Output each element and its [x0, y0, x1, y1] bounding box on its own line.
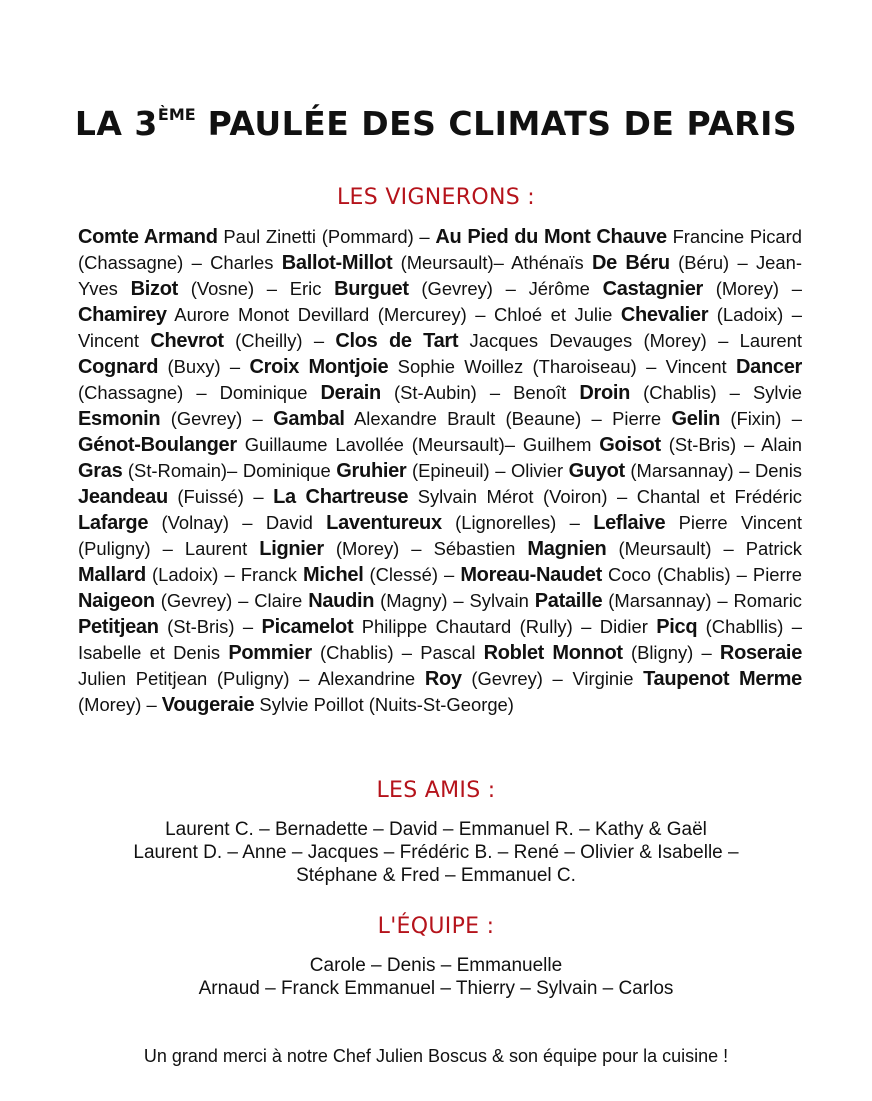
vigneron-detail: (Gevrey) – Claire — [154, 590, 309, 611]
vigneron-name: Pommier — [228, 642, 312, 664]
vigneron-name: Cognard — [78, 356, 159, 378]
vigneron-name: Gelin — [671, 408, 721, 430]
vigneron-detail: (St-Aubin) – Benoît — [380, 382, 580, 403]
vigneron-detail: (Chassagne) – Dominique — [78, 382, 321, 403]
vigneron-detail: Philippe Chautard (Rully) – Didier — [353, 616, 657, 637]
vigneron-detail: (Cheilly) – — [223, 330, 336, 351]
vigneron-detail: Francine Picard (Chassagne) – Charles — [78, 226, 802, 273]
vigneron-name: Roy — [424, 668, 462, 690]
vigneron-detail: (Clessé) – — [363, 564, 461, 585]
vigneron-detail: (Morey) – — [703, 278, 803, 299]
vigneron-name: Castagnier — [602, 278, 703, 300]
vigneron-name: Laventureux — [326, 512, 442, 534]
vigneron-name: Au Pied du Mont Chauve — [435, 226, 667, 248]
vigneron-name: Jeandeau — [78, 486, 168, 508]
vigneron-detail: Alexandre Brault (Beaune) – Pierre — [344, 408, 672, 429]
vigneron-name: Naudin — [308, 590, 375, 612]
vigneron-name: Picq — [656, 616, 698, 638]
amis-line: Laurent D. – Anne – Jacques – Frédéric B. – René – Olivier & Isabelle – — [133, 842, 739, 863]
amis-list — [0, 818, 872, 887]
vigneron-name: Guyot — [568, 460, 625, 482]
vigneron-name: Petitjean — [78, 616, 159, 638]
vigneron-name: Burguet — [334, 278, 409, 300]
vigneron-detail: (Chablis) – Sylvie — [630, 382, 802, 403]
vigneron-name: Michel — [303, 564, 364, 586]
vigneron-detail: (Marsannay) – Denis — [624, 460, 802, 481]
vigneron-name: Roseraie — [719, 642, 803, 664]
vigneron-detail: (Lignorelles) – — [441, 512, 594, 533]
vigneron-detail: (Buxy) – — [158, 356, 250, 377]
vigneron-detail: Pierre Vincent (Puligny) – Laurent — [78, 512, 802, 559]
vigneron-detail: (Meursault) – Patrick — [606, 538, 802, 559]
vigneron-detail: (Morey) – — [78, 694, 162, 715]
vigneron-name: Comte Armand — [78, 226, 218, 248]
vigneron-detail: (Meursault)– Athénaïs — [392, 252, 592, 273]
vigneron-name: Gras — [78, 460, 123, 482]
vigneron-name: Chevrot — [150, 330, 224, 352]
amis-line: Laurent C. – Bernadette – David – Emmanuel R. – Kathy & Gaël — [165, 819, 707, 840]
vigneron-detail: Coco (Chablis) – Pierre — [601, 564, 802, 585]
equipe-line: Carole – Denis – Emmanuelle — [309, 955, 563, 976]
vigneron-name: Leflaive — [593, 512, 666, 534]
equipe-line: Arnaud – Franck Emmanuel – Thierry – Sylvain – Carlos — [198, 978, 674, 999]
vigneron-name: Magnien — [527, 538, 607, 560]
vigneron-detail: Julien Petitjean (Puligny) – Alexandrine — [78, 668, 425, 689]
vigneron-detail: (Marsannay) – Romaric — [602, 590, 802, 611]
vigneron-name: Moreau-Naudet — [460, 564, 602, 586]
vigneron-name: Roblet Monnot — [483, 642, 623, 664]
vigneron-name: Pataille — [534, 590, 603, 612]
vigneron-name: Gambal — [273, 408, 345, 430]
vigneron-detail: (Morey) – Sébastien — [323, 538, 528, 559]
vigneron-name: La Chartreuse — [273, 486, 409, 508]
vigneron-name: Chamirey — [78, 304, 167, 326]
title-part1: LA 3 — [74, 104, 158, 143]
vigneron-name: Gruhier — [336, 460, 407, 482]
vigneron-name: Picamelot — [261, 616, 354, 638]
vigneron-detail: (Epineuil) – Olivier — [406, 460, 569, 481]
vigneron-name: Ballot-Millot — [281, 252, 393, 274]
vigneron-name: Taupenot Merme — [643, 668, 802, 690]
vigneron-name: De Béru — [592, 252, 670, 274]
vigneron-detail: (Volnay) – David — [148, 512, 327, 533]
vigneron-name: Esmonin — [78, 408, 161, 430]
vigneron-detail: (St-Romain)– Dominique — [122, 460, 337, 481]
title-part2: PAULÉE DES CLIMATS DE PARIS — [195, 104, 798, 143]
vigneron-detail: Guillaume Lavollée (Meursault)– Guilhem — [236, 434, 600, 455]
vigneron-detail: Paul Zinetti (Pommard) – — [217, 226, 436, 247]
vigneron-detail: (Bligny) – — [622, 642, 720, 663]
vigneron-detail: (Ladoix) – Franck — [145, 564, 304, 585]
vigneron-detail: (Vosne) – Eric — [177, 278, 335, 299]
vigneron-name: Naigeon — [78, 590, 155, 612]
vigneron-name: Bizot — [130, 278, 178, 300]
vigneron-detail: Jacques Devauges (Morey) – Laurent — [458, 330, 802, 351]
vigneron-name: Chevalier — [620, 304, 709, 326]
vigneron-detail: (Magny) – Sylvain — [374, 590, 535, 611]
vigneron-detail: (Gevrey) – Jérôme — [408, 278, 603, 299]
page-title — [0, 104, 872, 143]
vigneron-detail: (Béru) – Jean-Yves — [78, 252, 802, 299]
vigneron-name: Mallard — [78, 564, 146, 586]
vigneron-name: Goisot — [599, 434, 661, 456]
vigneron-detail: Sophie Woillez (Tharoiseau) – Vincent — [388, 356, 736, 377]
vigneron-name: Génot-Boulanger — [78, 434, 237, 456]
vigneron-detail: (Chabllis) – Isabelle et Denis — [78, 616, 802, 663]
vignerons-list — [78, 224, 802, 718]
vigneron-detail: (Fuissé) – — [167, 486, 274, 507]
thanks-note: Un grand merci à notre Chef Julien Boscus & son équipe pour la cuisine ! — [143, 1046, 729, 1066]
vigneron-name: Dancer — [735, 356, 802, 378]
vigneron-name: Croix Montjoie — [249, 356, 389, 378]
vigneron-name: Clos de Tart — [335, 330, 459, 352]
vigneron-detail: (St-Bris) – Alain — [660, 434, 802, 455]
vigneron-detail: (Ladoix) – Vincent — [78, 304, 803, 351]
vigneron-detail: (Gevrey) – — [160, 408, 274, 429]
vigneron-name: Vougeraie — [161, 694, 255, 716]
equipe-heading: L'ÉQUIPE : — [377, 914, 495, 939]
vigneron-detail: Sylvie Poillot (Nuits-St-George) — [254, 694, 514, 715]
vigneron-detail: Aurore Monot Devillard (Mercurey) – Chloé et Julie — [166, 304, 621, 325]
vigneron-detail: Sylvain Mérot (Voiron) – Chantal et Frédéric — [408, 486, 802, 507]
vigneron-name: Derain — [320, 382, 381, 404]
vigneron-name: Droin — [579, 382, 631, 404]
vigneron-detail: (St-Bris) – — [158, 616, 262, 637]
amis-heading: LES AMIS : — [376, 778, 496, 803]
vigneron-name: Lafarge — [78, 512, 149, 534]
vigneron-detail: (Gevrey) – Virginie — [461, 668, 644, 689]
vignerons-heading: LES VIGNERONS : — [337, 185, 535, 210]
amis-line: Stéphane & Fred – Emmanuel C. — [296, 865, 576, 886]
equipe-list — [0, 954, 872, 1000]
vigneron-name: Lignier — [259, 538, 324, 560]
title-superscript: ÈME — [157, 105, 196, 124]
vigneron-detail: (Chablis) – Pascal — [311, 642, 484, 663]
vigneron-detail: (Fixin) – — [720, 408, 802, 429]
